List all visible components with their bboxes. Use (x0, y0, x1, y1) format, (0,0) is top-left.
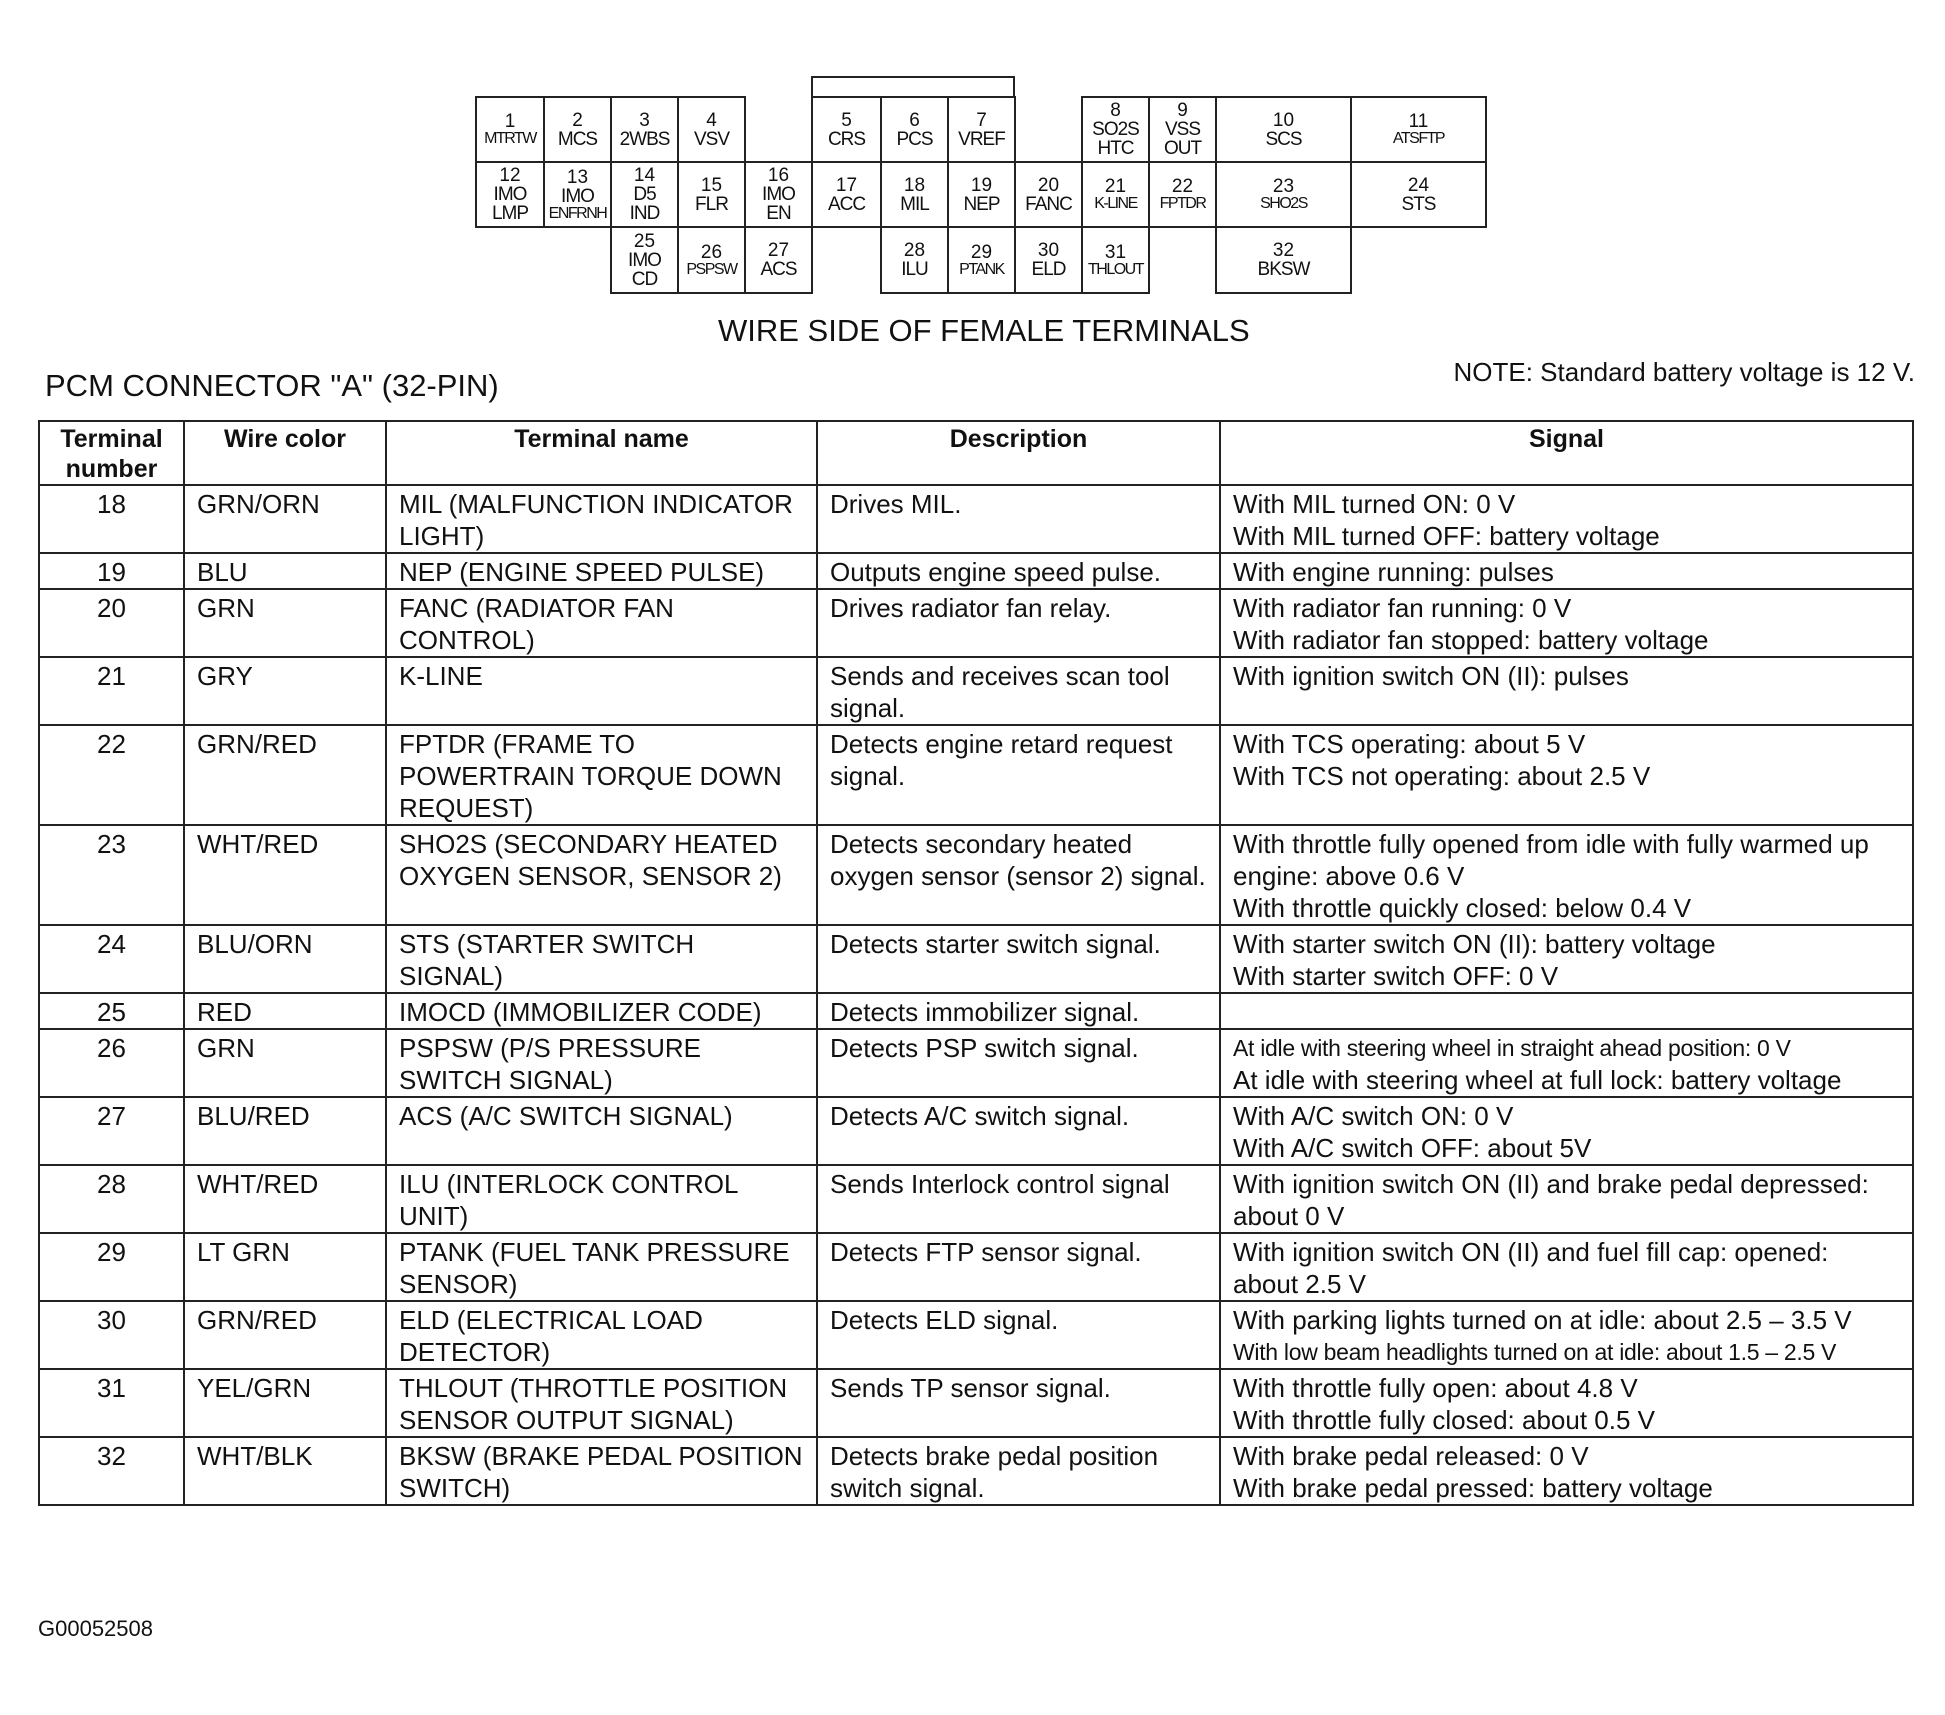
connector-pin-6 (880, 96, 949, 163)
terminal-name-cell: BKSW (BRAKE PEDAL POSITION SWITCH) (386, 1437, 817, 1505)
description-cell: Detects FTP sensor signal. (817, 1233, 1220, 1301)
connector-pin-number: 10 (1272, 109, 1295, 131)
table-row (39, 553, 1913, 589)
connector-pin-31 (1081, 226, 1150, 294)
connector-pin-25 (610, 226, 679, 294)
connector-pin-label: MTRTW (484, 130, 536, 147)
connector-pin-label: EN (766, 203, 791, 224)
terminal-name-cell: SHO2S (SECONDARY HEATED OXYGEN SENSOR, SENSOR 2) (386, 825, 817, 925)
connector-pin-19 (947, 161, 1016, 228)
connector-pin-number: 28 (903, 240, 926, 261)
connector-pin-label: STS (1401, 193, 1436, 215)
connector-pin-7 (947, 96, 1016, 163)
signal-line: At idle with steering wheel in straight ahead position: 0 V (1233, 1035, 1791, 1061)
connector-pin-label: MIL (900, 193, 929, 215)
connector-pin-27 (744, 226, 813, 294)
connector-pin-number: 15 (700, 174, 723, 196)
signal-line: With parking lights turned on at idle: about 2.5 – 3.5 V (1233, 1305, 1852, 1335)
terminal-number-cell: 29 (39, 1233, 184, 1301)
connector-pin-number: 19 (970, 174, 993, 196)
terminal-number-cell: 22 (39, 725, 184, 825)
terminal-name-cell: MIL (MALFUNCTION INDICATOR LIGHT) (386, 485, 817, 553)
signal-line: With MIL turned ON: 0 V (1233, 489, 1516, 519)
wire-color-cell: LT GRN (184, 1233, 386, 1301)
connector-pin-label: SO2S (1092, 119, 1139, 140)
connector-caption: WIRE SIDE OF FEMALE TERMINALS (718, 313, 1250, 348)
table-row (39, 1369, 1913, 1437)
connector-pin-number: 32 (1272, 240, 1295, 261)
terminal-name-cell: STS (STARTER SWITCH SIGNAL) (386, 925, 817, 993)
signal-line: With starter switch OFF: 0 V (1233, 961, 1559, 991)
connector-pin-number: 14 (633, 165, 656, 186)
terminal-number-cell: 28 (39, 1165, 184, 1233)
signal-line: With throttle fully closed: about 0.5 V (1233, 1405, 1655, 1435)
connector-pin-22 (1148, 161, 1217, 228)
connector-pin-number: 18 (903, 174, 926, 196)
wire-color-cell: BLU/ORN (184, 925, 386, 993)
terminal-number-cell: 30 (39, 1301, 184, 1369)
signal-cell (1220, 925, 1913, 993)
figure-id: G00052508 (38, 1616, 153, 1641)
table-row (39, 1437, 1913, 1505)
signal-line: With TCS operating: about 5 V (1233, 729, 1586, 759)
description-cell: Detects engine retard request signal. (817, 725, 1220, 825)
pin-table (38, 420, 1914, 1506)
connector-pin-label: K-LINE (1094, 195, 1137, 212)
connector-pin-12 (475, 161, 545, 228)
connector-pin-number: 9 (1177, 100, 1188, 121)
connector-pin-number: 22 (1171, 176, 1194, 197)
signal-line: With throttle quickly closed: below 0.4 V (1233, 893, 1692, 923)
terminal-number-cell: 19 (39, 553, 184, 589)
connector-pin-8 (1081, 96, 1150, 163)
connector-pin-number: 21 (1104, 176, 1127, 197)
wire-color-cell: RED (184, 993, 386, 1029)
connector-pin-number: 30 (1037, 240, 1060, 261)
terminal-name-cell: K-LINE (386, 657, 817, 725)
signal-line: With TCS not operating: about 2.5 V (1233, 761, 1651, 791)
connector-pin-label: ATSFTP (1392, 130, 1445, 147)
connector-pin-number: 20 (1037, 174, 1060, 196)
signal-line: With engine running: pulses (1233, 557, 1554, 587)
connector-pin-label: CRS (827, 128, 866, 150)
connector-pin-label: IMO (493, 184, 527, 205)
connector-pin-28 (880, 226, 949, 294)
connector-pin-label: VSV (693, 128, 730, 150)
connector-pin-label: FANC (1025, 193, 1072, 215)
header-terminal-name: Terminal name (386, 421, 817, 485)
table-row (39, 485, 1913, 553)
description-cell: Outputs engine speed pulse. (817, 553, 1220, 589)
header-terminal-number: Terminal number (39, 421, 184, 485)
wire-color-cell: GRN/RED (184, 1301, 386, 1369)
connector-pin-3 (610, 96, 679, 163)
connector-pin-18 (880, 161, 949, 228)
header-description: Description (817, 421, 1220, 485)
terminal-number-cell: 25 (39, 993, 184, 1029)
description-cell: Sends TP sensor signal. (817, 1369, 1220, 1437)
connector-pin-10 (1215, 96, 1352, 163)
wire-color-cell: BLU (184, 553, 386, 589)
table-header-row (39, 421, 1913, 485)
signal-cell (1220, 1369, 1913, 1437)
connector-pin-number: 31 (1104, 241, 1127, 263)
connector-pin-26 (677, 226, 746, 294)
connector-pin-label: ILU (901, 259, 928, 280)
connector-pin-label: FLR (695, 193, 728, 215)
terminal-name-cell: IMOCD (IMMOBILIZER CODE) (386, 993, 817, 1029)
terminal-number-cell: 18 (39, 485, 184, 553)
signal-line: With brake pedal released: 0 V (1233, 1441, 1589, 1471)
terminal-name-cell: FPTDR (FRAME TO POWERTRAIN TORQUE DOWN REQUEST) (386, 725, 817, 825)
connector-pin-label: NEP (963, 193, 1000, 215)
wire-color-cell: BLU/RED (184, 1097, 386, 1165)
connector-pin-number: 26 (700, 241, 723, 263)
signal-line: With throttle fully opened from idle with fully warmed up engine: above 0.6 V (1233, 829, 1869, 891)
connector-pin-label: PSPSW (686, 260, 737, 278)
table-row (39, 1165, 1913, 1233)
description-cell: Drives radiator fan relay. (817, 589, 1220, 657)
signal-cell (1220, 1029, 1913, 1097)
terminal-number-cell: 21 (39, 657, 184, 725)
connector-pin-number: 23 (1272, 176, 1295, 197)
connector-pin-label: IMO (561, 185, 594, 207)
terminal-name-cell: PTANK (FUEL TANK PRESSURE SENSOR) (386, 1233, 817, 1301)
connector-pin-24 (1350, 161, 1487, 228)
table-row (39, 1029, 1913, 1097)
connector-pin-label: VSS (1164, 119, 1201, 140)
header-wire-color: Wire color (184, 421, 386, 485)
signal-cell (1220, 1233, 1913, 1301)
terminal-number-cell: 26 (39, 1029, 184, 1097)
connector-pin-label: ENFRNH (548, 204, 607, 222)
signal-line: With ignition switch ON (II) and fuel fill cap: opened: about 2.5 V (1233, 1237, 1829, 1299)
signal-line: With radiator fan running: 0 V (1233, 593, 1572, 623)
wire-color-cell: WHT/RED (184, 1165, 386, 1233)
description-cell: Detects brake pedal position switch signal. (817, 1437, 1220, 1505)
signal-cell (1220, 589, 1913, 657)
connector-pin-label: BKSW (1257, 259, 1310, 280)
description-cell: Sends Interlock control signal (817, 1165, 1220, 1233)
connector-pin-label: ELD (1031, 259, 1066, 280)
connector-pin-label: THLOUT (1088, 260, 1143, 278)
connector-pin-label: FPTDR (1159, 195, 1206, 212)
connector-pin-label: SHO2S (1260, 195, 1307, 212)
signal-line: With starter switch ON (II): battery voltage (1233, 929, 1716, 959)
terminal-number-cell: 32 (39, 1437, 184, 1505)
description-cell: Detects starter switch signal. (817, 925, 1220, 993)
signal-cell (1220, 1437, 1913, 1505)
signal-line: With radiator fan stopped: battery voltage (1233, 625, 1709, 655)
signal-line: With A/C switch OFF: about 5V (1233, 1133, 1592, 1163)
signal-cell (1220, 1165, 1913, 1233)
connector-pin-label: 2WBS (619, 128, 670, 150)
table-row (39, 825, 1913, 925)
table-row (39, 589, 1913, 657)
table-row (39, 1097, 1913, 1165)
connector-pin-label: IND (629, 203, 660, 224)
connector-pin-number: 29 (970, 241, 993, 263)
connector-pin-number: 13 (566, 166, 589, 188)
connector-pin-label: IMO (762, 184, 795, 205)
connector-pin-label: SCS (1265, 128, 1302, 150)
signal-line: With A/C switch ON: 0 V (1233, 1101, 1514, 1131)
wire-color-cell: GRY (184, 657, 386, 725)
connector-pin-number: 3 (639, 109, 650, 131)
terminal-number-cell: 31 (39, 1369, 184, 1437)
wire-color-cell: GRN (184, 589, 386, 657)
description-cell: Detects immobilizer signal. (817, 993, 1220, 1029)
terminal-name-cell: THLOUT (THROTTLE POSITION SENSOR OUTPUT SIGNAL) (386, 1369, 817, 1437)
connector-pin-label: LMP (491, 203, 529, 224)
wire-color-cell: WHT/RED (184, 825, 386, 925)
signal-cell (1220, 485, 1913, 553)
signal-cell (1220, 825, 1913, 925)
description-cell: Sends and receives scan tool signal. (817, 657, 1220, 725)
connector-pin-label: D5 (633, 184, 656, 205)
connector-pin-30 (1014, 226, 1083, 294)
terminal-name-cell: NEP (ENGINE SPEED PULSE) (386, 553, 817, 589)
table-row (39, 925, 1913, 993)
connector-pin-label: PCS (896, 128, 933, 150)
signal-line: With ignition switch ON (II): pulses (1233, 661, 1629, 691)
table-row (39, 725, 1913, 825)
connector-pin-20 (1014, 161, 1083, 228)
signal-line: With brake pedal pressed: battery voltage (1233, 1473, 1713, 1503)
connector-pin-label: OUT (1163, 138, 1202, 159)
connector-pin-21 (1081, 161, 1150, 228)
table-row (39, 1301, 1913, 1369)
connector-pin-number: 8 (1110, 100, 1121, 121)
signal-cell (1220, 1301, 1913, 1369)
connector-pin-11 (1350, 96, 1487, 163)
connector-pin-number: 25 (633, 230, 656, 252)
connector-pin-5 (811, 96, 882, 163)
wire-color-cell: WHT/BLK (184, 1437, 386, 1505)
connector-pin-label: PTANK (959, 260, 1004, 278)
description-cell: Detects secondary heated oxygen sensor (sensor 2) signal. (817, 825, 1220, 925)
connector-pin-number: 7 (976, 109, 987, 131)
table-row (39, 657, 1913, 725)
connector-pin-9 (1148, 96, 1217, 163)
connector-pin-label: CD (631, 268, 658, 290)
terminal-name-cell: ELD (ELECTRICAL LOAD DETECTOR) (386, 1301, 817, 1369)
signal-line: With MIL turned OFF: battery voltage (1233, 521, 1660, 551)
wire-color-cell: YEL/GRN (184, 1369, 386, 1437)
terminal-number-cell: 27 (39, 1097, 184, 1165)
connector-pin-label: ACS (760, 259, 797, 280)
connector-pin-label: IMO (628, 249, 661, 271)
signal-cell (1220, 725, 1913, 825)
connector-pin-17 (811, 161, 882, 228)
table-row (39, 993, 1913, 1029)
connector-title: PCM CONNECTOR "A" (32-PIN) (45, 368, 499, 403)
connector-pin-number: 16 (767, 165, 790, 186)
signal-cell (1220, 657, 1913, 725)
terminal-name-cell: FANC (RADIATOR FAN CONTROL) (386, 589, 817, 657)
connector-pin-15 (677, 161, 746, 228)
signal-cell (1220, 993, 1913, 1029)
signal-cell (1220, 553, 1913, 589)
connector-key-tab (811, 76, 1015, 96)
terminal-name-cell: ACS (A/C SWITCH SIGNAL) (386, 1097, 817, 1165)
connector-pin-label: VREF (958, 128, 1005, 150)
signal-cell (1220, 1097, 1913, 1165)
connector-pin-number: 1 (504, 111, 516, 132)
connector-pin-14 (610, 161, 679, 228)
connector-pin-23 (1215, 161, 1352, 228)
connector-pin-label: ACC (827, 193, 866, 215)
wire-color-cell: GRN (184, 1029, 386, 1097)
connector-pin-number: 2 (572, 109, 583, 131)
description-cell: Detects PSP switch signal. (817, 1029, 1220, 1097)
connector-pin-label: HTC (1097, 138, 1134, 159)
terminal-name-cell: ILU (INTERLOCK CONTROL UNIT) (386, 1165, 817, 1233)
connector-pin-1 (475, 96, 545, 163)
description-cell: Detects ELD signal. (817, 1301, 1220, 1369)
connector-pin-number: 5 (841, 109, 852, 131)
signal-line: With ignition switch ON (II) and brake pedal depressed: about 0 V (1233, 1169, 1869, 1231)
connector-pin-label: MCS (557, 128, 598, 150)
connector-pin-13 (543, 161, 612, 228)
signal-line: With throttle fully open: about 4.8 V (1233, 1373, 1638, 1403)
connector-pin-number: 24 (1407, 174, 1430, 196)
terminal-number-cell: 23 (39, 825, 184, 925)
description-cell: Drives MIL. (817, 485, 1220, 553)
wire-color-cell: GRN/RED (184, 725, 386, 825)
signal-line: With low beam headlights turned on at idle: about 1.5 – 2.5 V (1233, 1339, 1837, 1365)
connector-pin-number: 4 (706, 109, 717, 131)
table-row (39, 1233, 1913, 1301)
connector-pin-2 (543, 96, 612, 163)
header-signal: Signal (1220, 421, 1913, 485)
terminal-number-cell: 24 (39, 925, 184, 993)
connector-pin-4 (677, 96, 746, 163)
wire-color-cell: GRN/ORN (184, 485, 386, 553)
description-cell: Detects A/C switch signal. (817, 1097, 1220, 1165)
signal-line: At idle with steering wheel at full lock: battery voltage (1233, 1065, 1842, 1095)
connector-diagram (0, 0, 1945, 300)
connector-pin-number: 27 (767, 240, 790, 261)
connector-pin-number: 12 (499, 165, 521, 186)
connector-pin-16 (744, 161, 813, 228)
voltage-note: NOTE: Standard battery voltage is 12 V. (1453, 357, 1915, 387)
connector-pin-32 (1215, 226, 1352, 294)
connector-pin-number: 6 (909, 109, 920, 131)
connector-pin-number: 11 (1408, 111, 1429, 132)
connector-pin-29 (947, 226, 1016, 294)
connector-pin-number: 17 (835, 174, 858, 196)
terminal-name-cell: PSPSW (P/S PRESSURE SWITCH SIGNAL) (386, 1029, 817, 1097)
terminal-number-cell: 20 (39, 589, 184, 657)
